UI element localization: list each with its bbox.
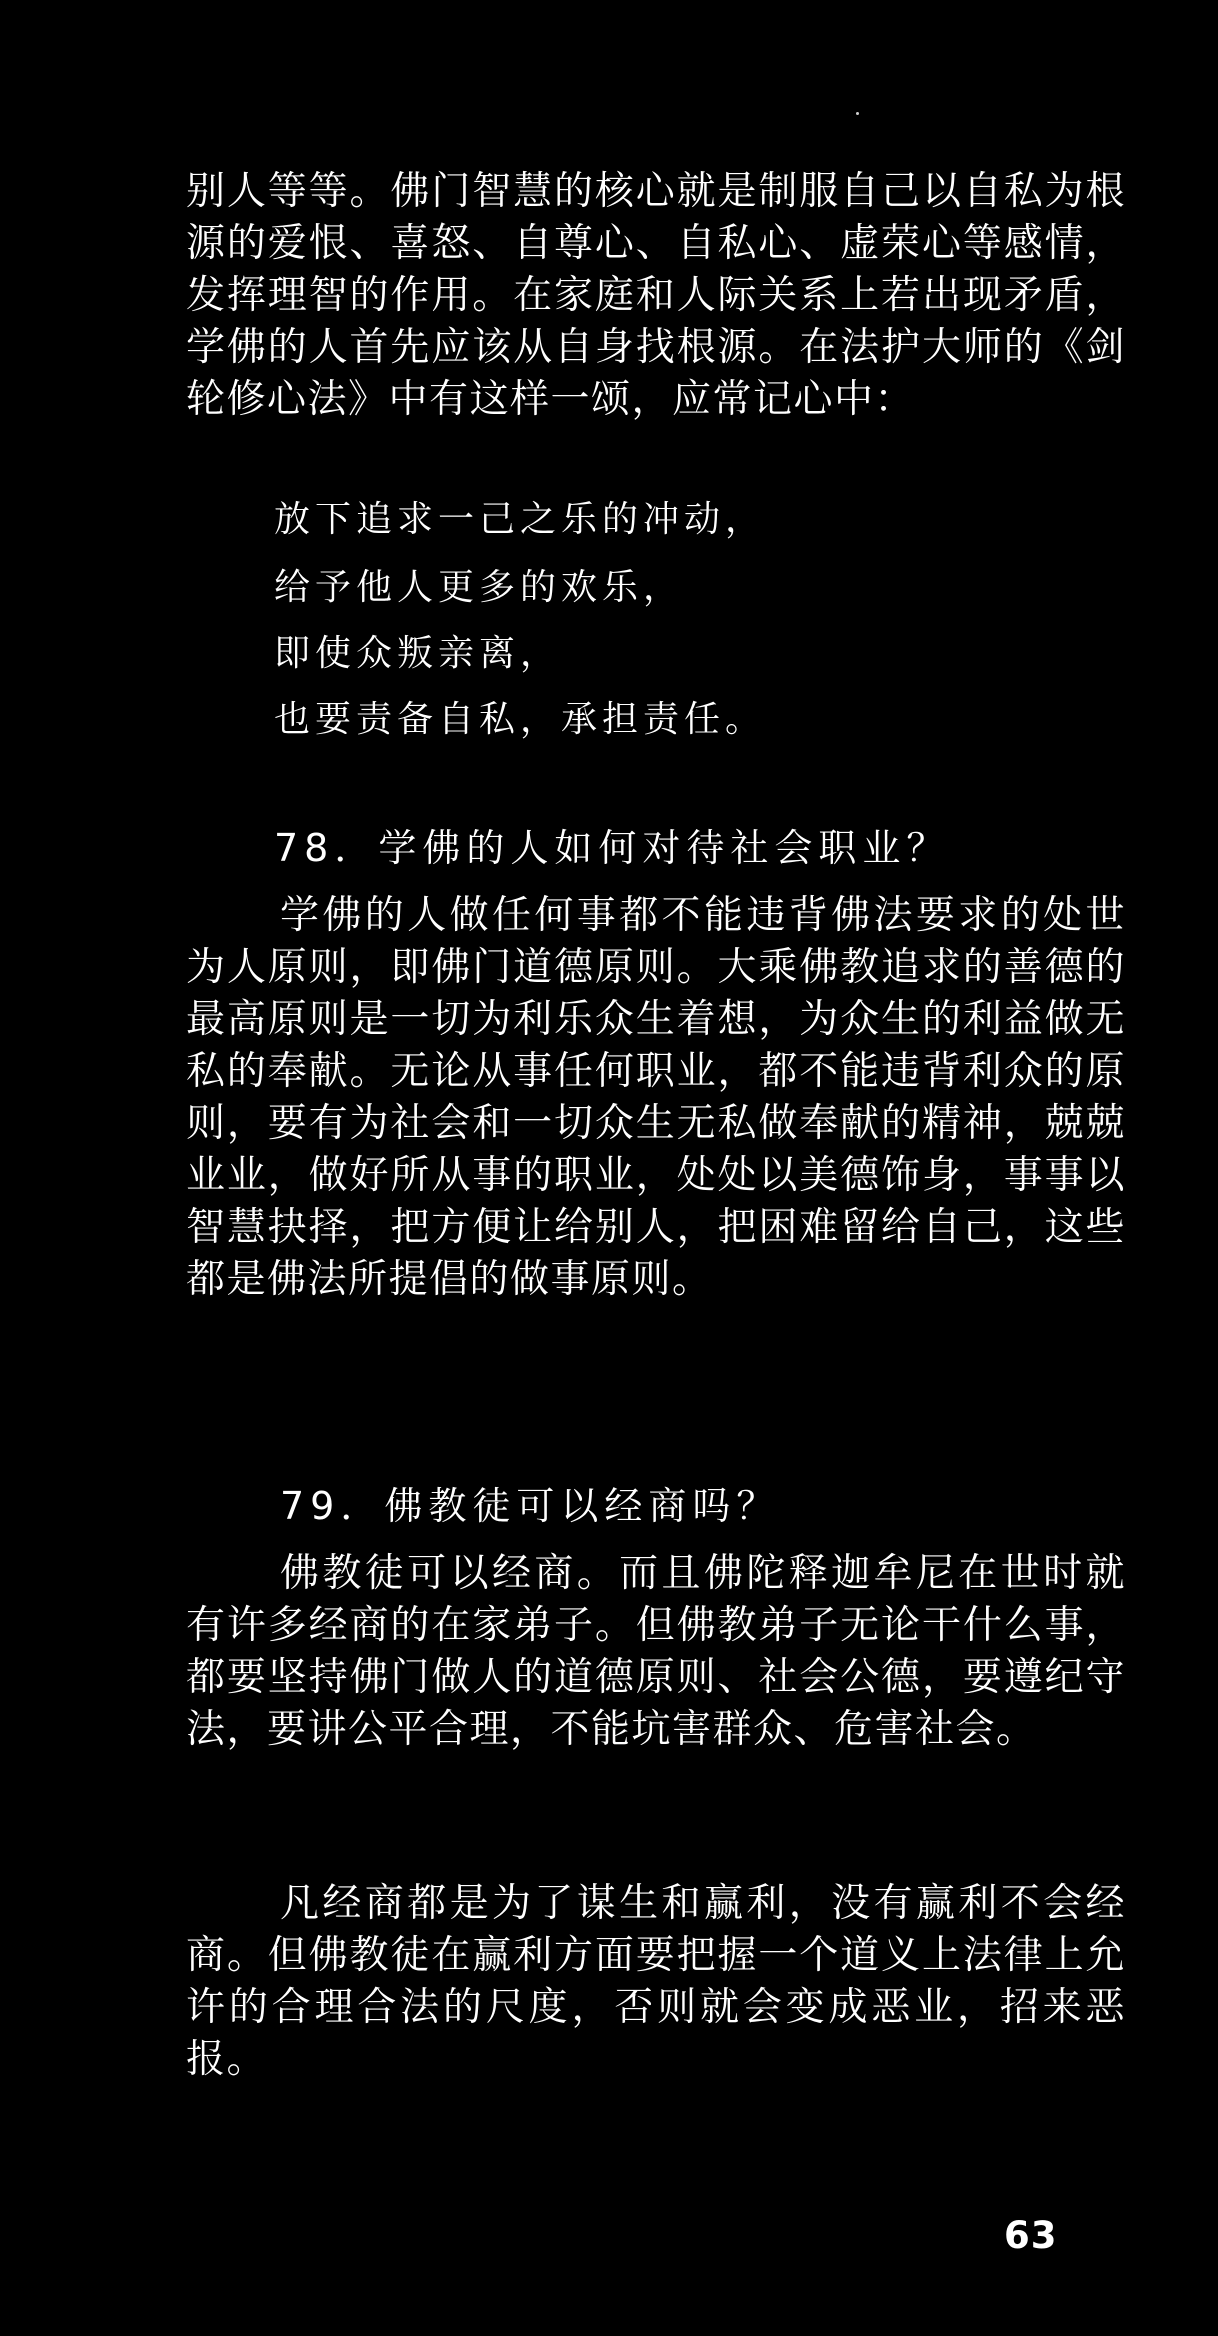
verse-line-2: 给予他人更多的欢乐， bbox=[274, 567, 685, 608]
section-79-body-2: 凡经商都是为了谋生和赢利，没有赢利不会经商。但佛教徒在赢利方面要把握一个道义上法律上允许的合理合法的尺度，否则就会变成恶业，招来恶报。 bbox=[186, 1881, 1126, 2082]
verse-line-3: 即使众叛亲离， bbox=[274, 633, 562, 674]
verse-line-1: 放下追求一己之乐的冲动， bbox=[274, 499, 767, 540]
section-78-body: 学佛的人做任何事都不能违背佛法要求的处世为人原则，即佛门道德原则。大乘佛教追求的善德的最高原则是一切为利乐众生着想，为众生的利益做无私的奉献。无论从事任何职业，都不能违背利众的原则，要有为社会和一切众生无私做奉献的精神，兢兢业业，做好所从事的职业，处处以美德饰身，事事以智慧抉择，把方便让给别人，把困难留给自己，这些都是佛法所提倡的做事原则。 bbox=[186, 893, 1126, 1302]
scan-speck bbox=[856, 112, 859, 115]
page-number: 63 bbox=[1004, 2214, 1058, 2257]
section-78-heading: 78．学佛的人如何对待社会职业？ bbox=[274, 826, 951, 870]
section-79-heading: 79．佛教徒可以经商吗？ bbox=[280, 1484, 781, 1528]
verse-line-4: 也要责备自私，承担责任。 bbox=[274, 699, 767, 740]
section-79-body-1: 佛教徒可以经商。而且佛陀释迦牟尼在世时就有许多经商的在家弟子。但佛教弟子无论干什么事，都要坚持佛门做人的道德原则、社会公德，要遵纪守法，要讲公平合理，不能坑害群众、危害社会。 bbox=[186, 1551, 1126, 1752]
opening-paragraph: 别人等等。佛门智慧的核心就是制服自己以自私为根源的爱恨、喜怒、自尊心、自私心、虚荣心等感情，发挥理智的作用。在家庭和人际关系上若出现矛盾，学佛的人首先应该从自身找根源。在法护大师的《剑轮修心法》中有这样一颂，应常记心中： bbox=[186, 169, 1126, 422]
